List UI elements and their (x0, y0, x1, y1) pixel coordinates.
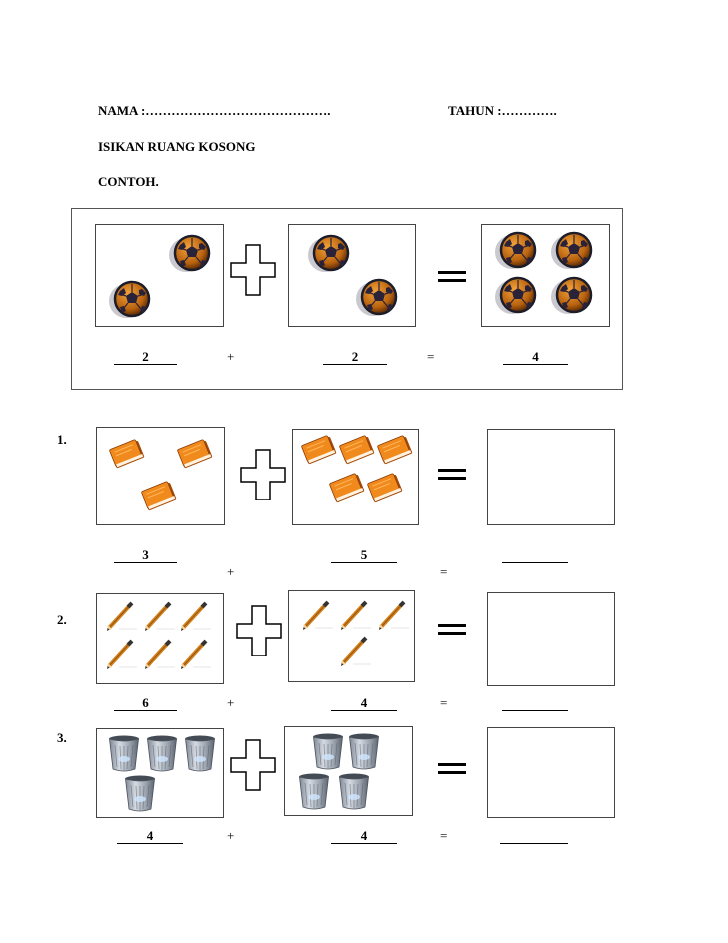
plus-operator: + (227, 695, 235, 710)
question-number: 2. (57, 612, 67, 627)
example-label: CONTOH. (98, 174, 159, 189)
plus-operator: + (227, 349, 235, 364)
example-answer-result: 4 (503, 350, 568, 365)
question-1-answer-box[interactable] (487, 429, 615, 525)
trash-bin-icon (285, 727, 414, 817)
plus-sign-icon (239, 448, 287, 500)
question-3-box-a (96, 728, 224, 818)
year-field: TAHUN :…………. (448, 103, 557, 118)
question-2-answer-result[interactable] (502, 696, 568, 711)
example-box-b (288, 224, 416, 327)
question-1-box-b (292, 429, 419, 525)
equals-sign-icon (438, 271, 466, 287)
book-icon (293, 430, 420, 526)
example-box-result (481, 224, 610, 327)
plus-operator: + (227, 828, 235, 843)
question-2-box-a (96, 593, 224, 684)
equals-operator: = (440, 695, 448, 710)
book-icon (97, 428, 226, 526)
question-1-answer-b: 5 (331, 548, 397, 563)
question-number: 1. (57, 432, 67, 447)
example-answer-b: 2 (323, 350, 387, 365)
question-1-box-a (96, 427, 225, 525)
instruction-text: ISIKAN RUANG KOSONG (98, 139, 256, 154)
question-2-answer-box[interactable] (487, 592, 615, 686)
soccer-ball-icon (96, 225, 225, 328)
example-box-a (95, 224, 224, 327)
name-field: NAMA :……………………………………. (98, 103, 331, 118)
plus-operator: + (227, 564, 235, 579)
question-3-answer-b: 4 (331, 829, 397, 844)
question-number: 3. (57, 730, 67, 745)
plus-sign-icon (229, 738, 277, 792)
question-1-answer-result[interactable] (502, 548, 568, 563)
equals-operator: = (440, 828, 448, 843)
pencil-icon (97, 594, 225, 685)
equals-operator: = (427, 349, 435, 364)
equals-sign-icon (438, 624, 466, 640)
question-3-answer-box[interactable] (487, 727, 615, 818)
soccer-ball-icon (289, 225, 417, 328)
question-2-box-b (288, 590, 415, 682)
trash-bin-icon (97, 729, 225, 819)
equals-sign-icon (438, 469, 466, 485)
question-2-answer-a: 6 (114, 696, 177, 711)
soccer-ball-icon (482, 225, 611, 328)
question-3-answer-result[interactable] (500, 829, 568, 844)
question-2-answer-b: 4 (331, 696, 397, 711)
plus-sign-icon (235, 604, 283, 656)
question-3-box-b (284, 726, 413, 816)
question-3-answer-a: 4 (117, 829, 183, 844)
plus-sign-icon (229, 243, 277, 299)
equals-sign-icon (438, 763, 466, 779)
equals-operator: = (440, 564, 448, 579)
question-1-answer-a: 3 (114, 548, 177, 563)
pencil-icon (289, 591, 416, 683)
example-answer-a: 2 (114, 350, 177, 365)
